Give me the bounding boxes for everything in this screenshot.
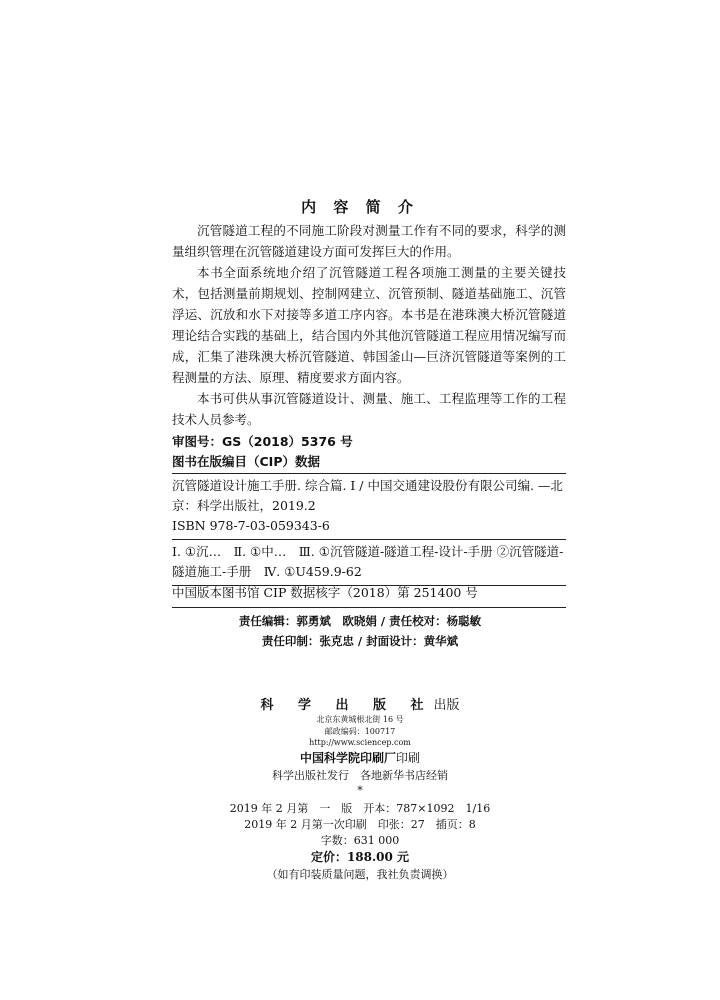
separator-star: *	[357, 784, 363, 797]
summary-title: 内 容 简 介	[301, 198, 419, 216]
summary-paragraph-1: 沉管隧道工程的不同施工阶段对测量工作有不同的要求，科学的测量组织管理在沉管隧道建设方面可发挥巨大的作用。	[172, 223, 566, 259]
summary-body	[172, 220, 566, 430]
printer-suffix: 印刷	[396, 751, 421, 765]
cip-isbn: ISBN 978-7-03-059343-6	[172, 518, 330, 533]
cip-divider-top	[172, 473, 566, 474]
publisher-url: http://www.sciencep.com	[309, 738, 411, 747]
edition-line: 2019 年 2 月第 一 版 开本：787×1092 1/16	[229, 802, 491, 815]
cip-divider-mid	[172, 539, 566, 540]
publisher-line	[0, 694, 720, 713]
publisher-suffix: 出版	[433, 698, 460, 713]
printer-name: 中国科学院印刷厂	[299, 751, 396, 765]
price: 定价：188.00 元	[310, 850, 410, 864]
cip-title: 图书在版编目（CIP）数据	[172, 454, 320, 469]
word-count: 字数：631 000	[320, 834, 400, 847]
publisher-name: 科 学 出 版 社	[260, 698, 434, 713]
printing-line: 2019 年 2 月第一次印刷 印张：27 插页：8	[244, 818, 476, 831]
quality-notice: （如有印装质量问题，我社负责调换）	[266, 868, 454, 881]
distribution-line: 科学出版社发行 各地新华书店经销	[272, 769, 448, 782]
cip-book-info: 沉管隧道设计施工手册. 综合篇. Ⅰ / 中国交通建设股份有限公司编. —北京：科学出版社，2019.2	[172, 478, 563, 513]
printer-line	[0, 749, 720, 766]
cip-core-data: 中国版本图书馆 CIP 数据核字（2018）第 251400 号	[172, 585, 478, 600]
credits-line-2: 责任印制：张克忠 / 封面设计：黄华斌	[261, 634, 459, 648]
summary-paragraph-2: 本书全面系统地介绍了沉管隧道工程各项施工测量的主要关键技术，包括测量前期规划、控制网建立、沉管预制、隧道基础施工、沉管浮运、沉放和水下对接等多道工序内容。本书是在港珠澳大桥沉管隧道理论结合实践的基础上，结合国内外其他沉管隧道工程应用情况编写而成，汇集了港珠澳大桥沉管隧道、韩国釜山—巨济沉管隧道等案例的工程测量的方法、原理、精度要求方面内容。	[172, 265, 566, 385]
summary-paragraph-3: 本书可供从事沉管隧道设计、测量、施工、工程监理等工作的工程技术人员参考。	[172, 391, 566, 427]
publisher-postcode: 邮政编码：100717	[324, 727, 396, 736]
cip-divider-bottom	[172, 607, 566, 608]
cip-classification: Ⅰ. ①沉… Ⅱ. ①中… Ⅲ. ①沉管隧道-隧道工程-设计-手册 ②沉管隧道-隧道施工-手册 Ⅳ. ①U459.9-62	[172, 544, 564, 579]
review-number: 审图号：GS（2018）5376 号	[172, 434, 353, 449]
publisher-address: 北京东黄城根北街 16 号	[316, 715, 404, 724]
credits-line-1: 责任编辑：郭勇斌 欧晓娟 / 责任校对：杨聪敏	[238, 614, 482, 628]
